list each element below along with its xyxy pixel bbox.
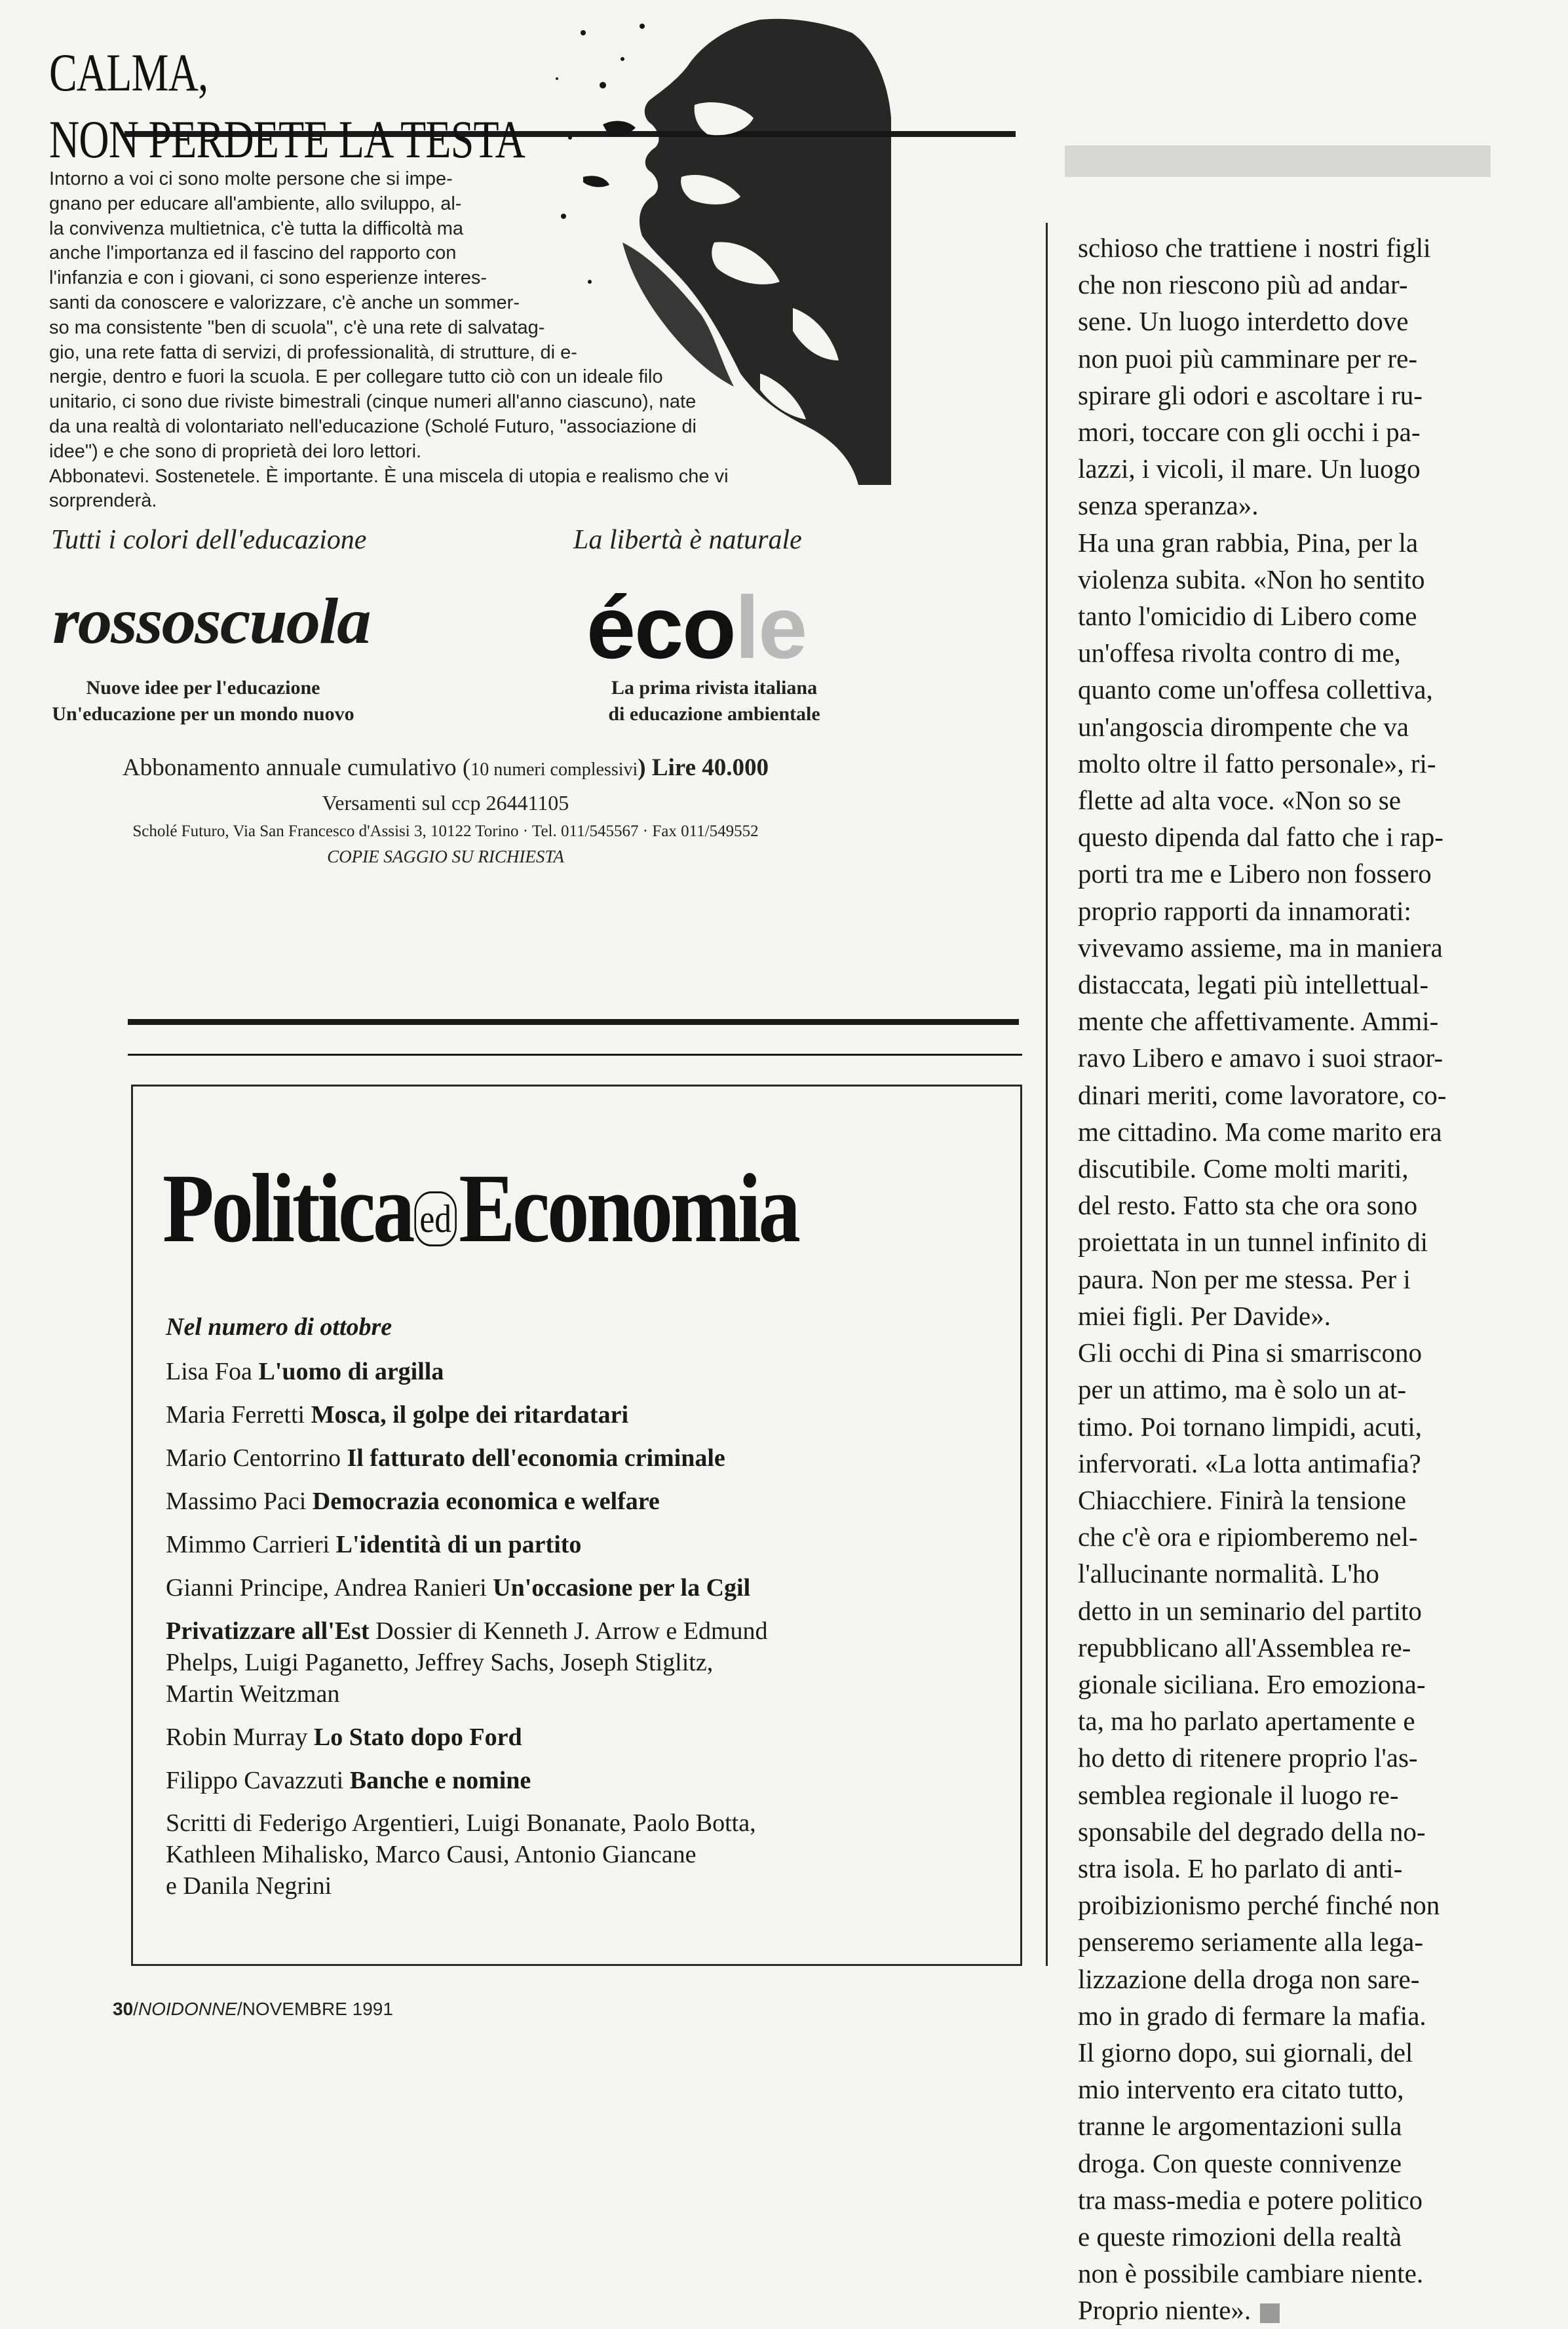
list-item: Massimo Paci Democrazia economica e welfare	[166, 1488, 660, 1515]
end-of-article-mark	[1260, 2303, 1280, 2323]
contents-list	[166, 1313, 1018, 1808]
rossoscuola-subtitle: Nuove idee per l'educazione Un'educazione per un mondo nuovo	[52, 677, 354, 725]
subscription-price: Abbonamento annuale cumulativo (10 numeri complessivi) Lire 40.000	[122, 754, 769, 781]
sample-copies-note: COPIE SAGGIO SU RICHIESTA	[327, 847, 564, 866]
column-header-bar	[1065, 145, 1491, 177]
column-divider	[1046, 223, 1048, 1966]
tagline-ecole: La libertà è naturale	[573, 525, 802, 555]
issue-heading: Nel numero di ottobre	[166, 1313, 392, 1341]
list-item: Robin Murray Lo Stato dopo Ford	[166, 1723, 522, 1751]
ad-bottom-rule	[128, 1019, 1019, 1025]
dossier-item: Privatizzare all'Est Dossier di Kenneth J. Arrow e Edmund Phelps, Luigi Paganetto, Jeffrey Sachs, Joseph Stiglitz, Martin Weitzman	[166, 1617, 768, 1708]
list-item: Filippo Cavazzuti Banche e nomine	[166, 1767, 531, 1794]
page-footer: 30/NOIDONNE/NOVEMBRE 1991	[113, 1999, 393, 2019]
separator-rule	[128, 1054, 1022, 1056]
list-item: Gianni Principe, Andrea Ranieri Un'occasione per la Cgil	[166, 1574, 751, 1602]
magazine-title: Politica edEconomia	[163, 1154, 798, 1263]
magazine-name: NOIDONNE	[138, 1999, 237, 2019]
publisher-address: Scholé Futuro, Via San Francesco d'Assisi 3, 10122 Torino · Tel. 011/545567 · Fax 011/549552	[132, 822, 759, 840]
list-item: Mimmo Carrieri L'identità di un partito	[166, 1531, 582, 1558]
logo-ecole: école	[586, 578, 807, 677]
postal-account: Versamenti sul ccp 26441105	[322, 791, 569, 815]
advertisement-politica-economia	[131, 1085, 1022, 1966]
list-item: Lisa Foa L'uomo di argilla	[166, 1358, 444, 1385]
contributors-list: Scritti di Federigo Argentieri, Luigi Bonanate, Paolo Botta, Kathleen Mihalisko, Marco Causi, Antonio Giancane e Danila Negrini	[166, 1809, 756, 1900]
page-number: 30	[113, 1999, 134, 2019]
list-item: Maria Ferretti Mosca, il golpe dei ritardatari	[166, 1401, 629, 1429]
advertisement-calma	[0, 0, 891, 901]
tagline-rossoscuola: Tutti i colori dell'educazione	[51, 525, 367, 555]
ecole-subtitle: La prima rivista italiana di educazione ambientale	[608, 677, 820, 725]
issue-date: NOVEMBRE 1991	[242, 1999, 393, 2019]
ad-headline: CALMA, NON PERDETE LA TESTA	[49, 43, 526, 169]
ad-body-text: Intorno a voi ci sono molte persone che si impe- gnano per educare all'ambiente, allo sviluppo, al- la convivenza multietnica, c'è tutta la difficoltà ma anche l'importanza ed il fascino del rapporto con l'infanzia e con i giovani, ci sono esperienze interes- santi da conoscere e valorizzare, c'è anche un sommer- so ma consistente "ben di scuola", c'è una rete di salvatag- gio, una rete fatta di servizi, di professionalità, di strutture, di e- nergie, dentro e fuori la scuola. E per collegare tutto ciò con un ideale filo unitario, ci sono due riviste bimestrali (cinque numeri all'anno ciascuno), nate da una realtà di volontariato nell'educazione (Scholé Futuro, "associazione di idee") e che sono di proprietà dei loro lettori. Abbonatevi. Sostenetele. È importante. È una miscela di utopia e realismo che vi sorprenderà.	[49, 168, 729, 512]
logo-rossoscuola: rossoscuola	[52, 585, 370, 657]
article-column: schioso che trattiene i nostri figli che non riescono più ad andar- sene. Un luogo interdetto dove non puoi più camminare per re- spirare gli odori e ascoltare i ru- mori, toccare con gli occhi i pa- lazzi, i vicoli, il mare. Un luogo senza speranza». Ha una gran rabbia, Pina, per la violenza subita. «Non ho sentito tanto l'omicidio di Libero come un'offesa rivolta contro di me, quanto come un'offesa collettiva, un'angoscia dirompente che va molto oltre il fatto personale», ri- flette ad alta voce. «Non so se questo dipenda dal fatto che i rap- porti tra me e Libero non fossero proprio rapporti da innamorati: vivevamo assieme, ma in maniera distaccata, legati più intellettual- mente che affettivamente. Ammi- ravo Libero e amavo i suoi straor- dinari meriti, come lavoratore, co- me cittadino. Ma come marito era discutibile. Come molti mariti, del resto. Fatto sta che ora sono proiettata in un tunnel infinito di paura. Non per me stessa. Per i miei figli. Per Davide». Gli occhi di Pina si smarriscono per un attimo, ma è solo un at- timo. Poi tornano limpidi, acuti, infervorati. «La lotta antimafia? Chiacchiere. Finirà la tensione che c'è ora e ripiomberemo nel- l'allucinante normalità. L'ho detto in un seminario del partito repubblicano all'Assemblea re- gionale siciliana. Ero emoziona- ta, ma ho parlato apertamente e ho detto di ritenere proprio l'as- semblea regionale il luogo re- sponsabile del degrado della no- stra isola. E ho parlato di anti- proibizionismo perché finché non penseremo seriamente alla lega- lizzazione della droga non sare- mo in grado di fermare la mafia. Il giorno dopo, sui giornali, del mio intervento era citato tutto, tranne le argomentazioni sulla droga. Con queste connivenze tra mass-media e potere politico e queste rimozioni della realtà non è possibile cambiare niente. Proprio niente».	[1078, 233, 1447, 2326]
list-item: Mario Centorrino Il fatturato dell'economia criminale	[166, 1444, 725, 1472]
